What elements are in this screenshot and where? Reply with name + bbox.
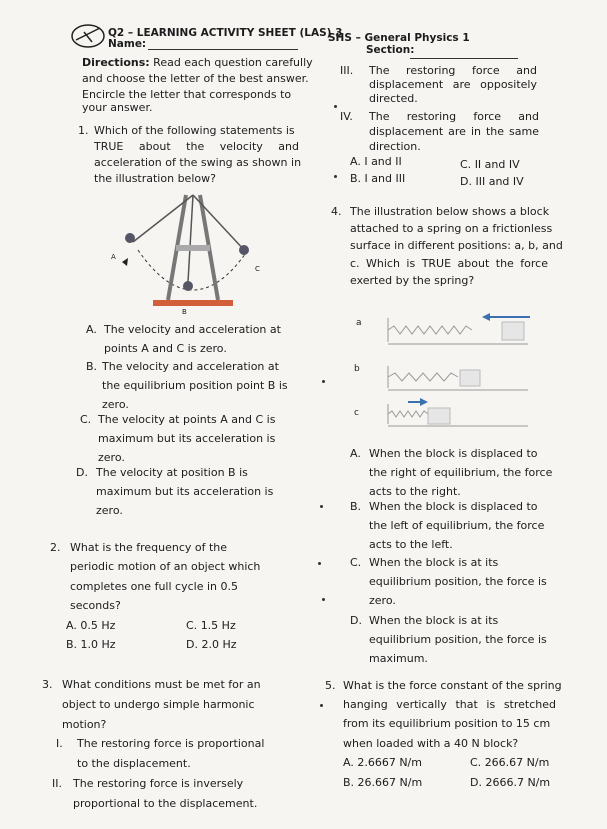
q4-option-d[interactable]: D.	[350, 614, 362, 627]
subject-title: SHS – General Physics 1	[328, 32, 470, 44]
q3-option-d[interactable]: D. III and IV	[460, 175, 524, 188]
scan-speck	[320, 704, 323, 707]
question-number: 4.	[331, 205, 342, 218]
q5-option-c[interactable]: C. 266.67 N/m	[470, 756, 550, 769]
question-number: 5.	[325, 679, 336, 692]
question-number: 2.	[50, 541, 61, 554]
swing-illustration	[108, 190, 278, 320]
swing-label-c: C	[255, 265, 260, 273]
scan-speck	[322, 380, 325, 383]
sheet-title: Q2 – LEARNING ACTIVITY SHEET (LAS) 3	[108, 27, 343, 39]
swing-label-b: B	[182, 308, 187, 316]
q3-option-b[interactable]: B. I and III	[350, 172, 406, 185]
q4-option-b[interactable]: B.	[350, 500, 362, 513]
spring-label-c: c	[354, 408, 359, 418]
q3-option-a[interactable]: A. I and II	[350, 155, 402, 168]
q4-option-a[interactable]: A.	[350, 447, 361, 460]
spring-label-b: b	[354, 364, 360, 374]
spring-block-illustration	[378, 300, 538, 440]
q4-option-c[interactable]: C.	[350, 556, 362, 569]
school-logo	[70, 22, 110, 50]
q1-option-d[interactable]: D.	[76, 466, 88, 479]
section-blank[interactable]	[410, 58, 518, 59]
q1-option-a[interactable]: A.	[86, 323, 97, 336]
swing-label-a: A	[111, 253, 116, 261]
q2-option-b[interactable]: B. 1.0 Hz	[66, 638, 116, 651]
scan-speck	[320, 505, 323, 508]
q1-option-c[interactable]: C.	[80, 413, 92, 426]
name-label: Name:	[108, 38, 147, 50]
directions-label: Directions:	[82, 56, 150, 69]
name-blank[interactable]	[148, 49, 298, 50]
q5-option-a[interactable]: A. 2.6667 N/m	[343, 756, 422, 769]
question-number: 1.	[78, 124, 89, 137]
q5-option-d[interactable]: D. 2666.7 N/m	[470, 776, 551, 789]
spring-label-a: a	[356, 318, 362, 328]
scan-speck	[322, 598, 325, 601]
scan-speck	[334, 175, 337, 178]
q1-option-b[interactable]: B.	[86, 360, 98, 373]
q2-option-c[interactable]: C. 1.5 Hz	[186, 619, 236, 632]
section-label: Section:	[366, 44, 415, 56]
question-number: 3.	[42, 678, 53, 691]
scan-speck	[334, 105, 337, 108]
q3-option-c[interactable]: C. II and IV	[460, 158, 520, 171]
q5-option-b[interactable]: B. 26.667 N/m	[343, 776, 423, 789]
q2-option-a[interactable]: A. 0.5 Hz	[66, 619, 116, 632]
scan-speck	[318, 562, 321, 565]
q2-option-d[interactable]: D. 2.0 Hz	[186, 638, 237, 651]
